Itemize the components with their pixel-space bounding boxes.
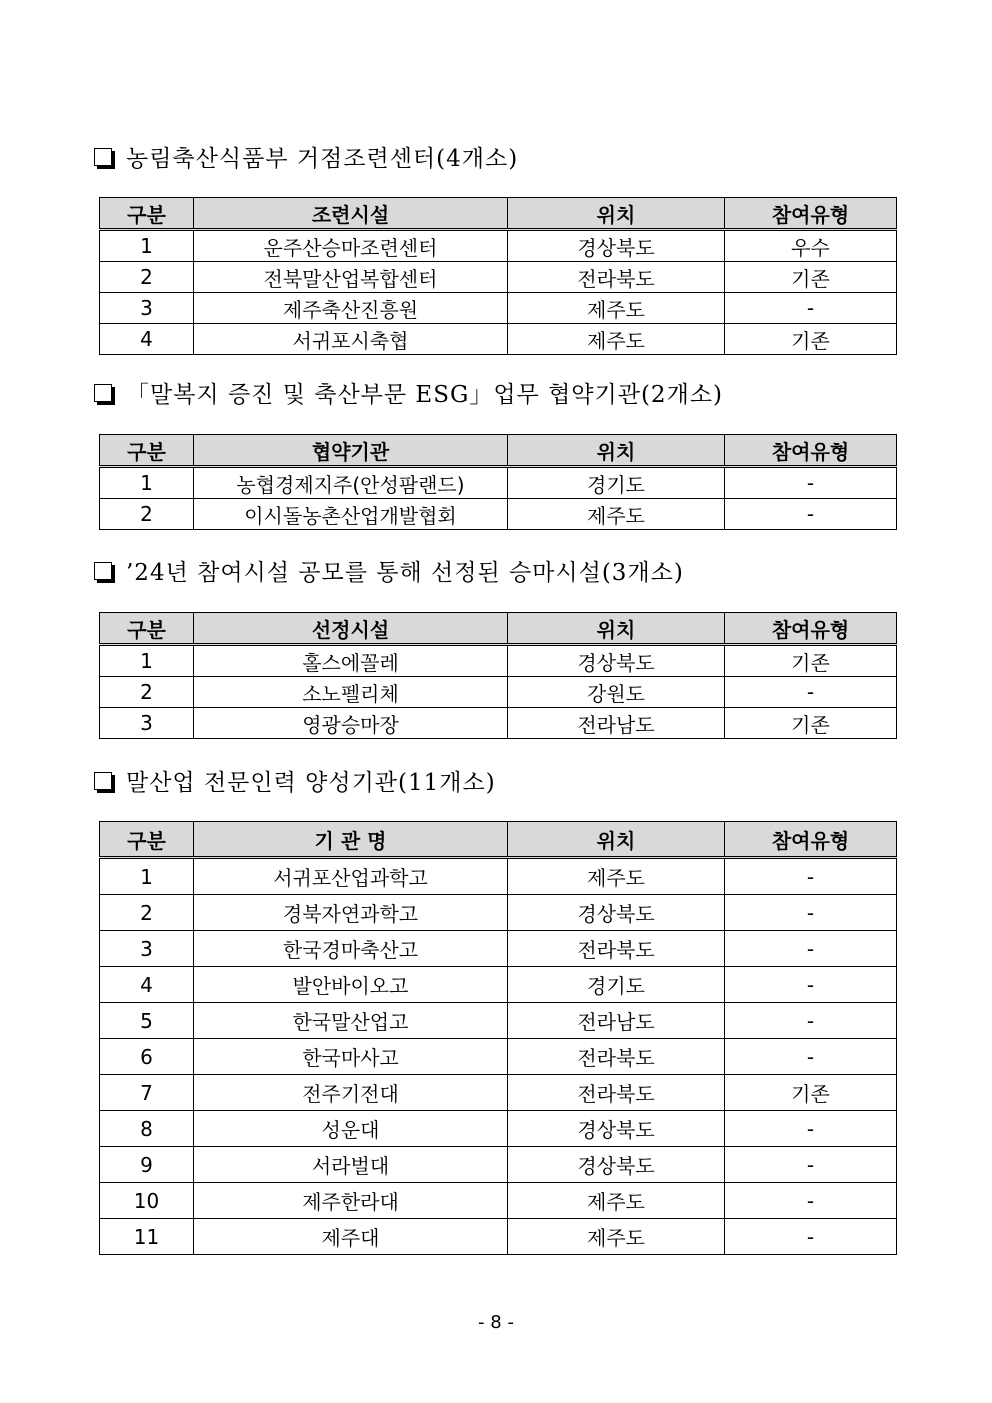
cell: 전라남도 (508, 708, 725, 739)
cell: 소노펠리체 (194, 677, 508, 708)
cell: 7 (100, 1075, 194, 1111)
table-header-row (100, 435, 897, 467)
cell: - (725, 293, 897, 324)
cell: 제주도 (508, 324, 725, 355)
cell: 4 (100, 967, 194, 1003)
cell: 운주산승마조련센터 (194, 230, 508, 262)
cell: 9 (100, 1147, 194, 1183)
cell: 기존 (725, 645, 897, 677)
cell: 제주도 (508, 499, 725, 530)
cell: 경상북도 (508, 1111, 725, 1147)
cell: - (725, 499, 897, 530)
header-cell: 구분 (100, 435, 194, 467)
cell: 한국말산업고 (194, 1003, 508, 1039)
checkbox-square-icon (94, 148, 112, 166)
cell: 홀스에꼴레 (194, 645, 508, 677)
cell: 3 (100, 708, 194, 739)
header-cell: 위치 (508, 822, 725, 858)
cell: 경상북도 (508, 645, 725, 677)
cell: 기존 (725, 324, 897, 355)
cell: 경북자연과학고 (194, 895, 508, 931)
cell: 경상북도 (508, 1147, 725, 1183)
table-row (100, 293, 897, 324)
section-title: 「말복지 증진 및 축산부문 ESG」업무 협약기관(2개소) (126, 382, 723, 408)
selected-facility-table (99, 612, 897, 739)
cell: 서라벌대 (194, 1147, 508, 1183)
cell: - (725, 895, 897, 931)
header-cell: 참여유형 (725, 613, 897, 645)
section-heading-1 (94, 140, 518, 173)
cell: 한국경마축산고 (194, 931, 508, 967)
cell: 1 (100, 230, 194, 262)
cell: 1 (100, 858, 194, 895)
cell: - (725, 1039, 897, 1075)
cell: - (725, 1219, 897, 1255)
table-row (100, 1003, 897, 1039)
checkbox-square-icon (94, 384, 112, 402)
table-header-row (100, 613, 897, 645)
cell: 제주도 (508, 1183, 725, 1219)
table-row (100, 1183, 897, 1219)
cell: 3 (100, 293, 194, 324)
cell: 서귀포산업과학고 (194, 858, 508, 895)
header-cell: 참여유형 (725, 198, 897, 230)
agreement-institution-table (99, 434, 897, 530)
table-row (100, 1147, 897, 1183)
header-cell: 기 관 명 (194, 822, 508, 858)
section-title: ’24년 참여시설 공모를 통해 선정된 승마시설(3개소) (126, 560, 684, 586)
table-header-row (100, 198, 897, 230)
section-heading-2 (94, 376, 723, 409)
cell: 경기도 (508, 467, 725, 499)
cell: 6 (100, 1039, 194, 1075)
checkbox-square-icon (94, 562, 112, 580)
cell: 3 (100, 931, 194, 967)
page-number: - 8 - (478, 1312, 514, 1333)
cell: 기존 (725, 1075, 897, 1111)
cell: 전라북도 (508, 1075, 725, 1111)
section-heading-3 (94, 554, 684, 587)
cell: 2 (100, 262, 194, 293)
header-cell: 선정시설 (194, 613, 508, 645)
section-title: 농림축산식품부 거점조련센터(4개소) (126, 146, 519, 172)
cell: 제주한라대 (194, 1183, 508, 1219)
cell: 농협경제지주(안성팜랜드) (194, 467, 508, 499)
table-header-row (100, 822, 897, 858)
cell: 제주도 (508, 293, 725, 324)
cell: 4 (100, 324, 194, 355)
table-row (100, 230, 897, 262)
cell: - (725, 1003, 897, 1039)
table-row (100, 858, 897, 895)
table-row (100, 677, 897, 708)
table-row (100, 467, 897, 499)
cell: - (725, 858, 897, 895)
cell: - (725, 1147, 897, 1183)
cell: 제주도 (508, 858, 725, 895)
section-title: 말산업 전문인력 양성기관(11개소) (126, 770, 496, 796)
cell: 성운대 (194, 1111, 508, 1147)
cell: - (725, 677, 897, 708)
cell: 제주대 (194, 1219, 508, 1255)
cell: 발안바이오고 (194, 967, 508, 1003)
table-row (100, 1111, 897, 1147)
header-cell: 조련시설 (194, 198, 508, 230)
header-cell: 참여유형 (725, 822, 897, 858)
cell: 경기도 (508, 967, 725, 1003)
cell: 기존 (725, 262, 897, 293)
header-cell: 구분 (100, 198, 194, 230)
cell: - (725, 467, 897, 499)
header-cell: 위치 (508, 198, 725, 230)
table-row (100, 1039, 897, 1075)
cell: 1 (100, 645, 194, 677)
table-row (100, 967, 897, 1003)
cell: 1 (100, 467, 194, 499)
cell: 11 (100, 1219, 194, 1255)
cell: 2 (100, 499, 194, 530)
cell: - (725, 1111, 897, 1147)
table-row (100, 499, 897, 530)
cell: 제주축산진흥원 (194, 293, 508, 324)
table-row (100, 895, 897, 931)
cell: 기존 (725, 708, 897, 739)
table-row (100, 324, 897, 355)
table-row (100, 708, 897, 739)
cell: 전라북도 (508, 262, 725, 293)
header-cell: 협약기관 (194, 435, 508, 467)
cell: 영광승마장 (194, 708, 508, 739)
header-cell: 위치 (508, 613, 725, 645)
cell: 2 (100, 677, 194, 708)
cell: 이시돌농촌산업개발협회 (194, 499, 508, 530)
cell: 2 (100, 895, 194, 931)
cell: 강원도 (508, 677, 725, 708)
cell: 전라북도 (508, 1039, 725, 1075)
checkbox-square-icon (94, 772, 112, 790)
cell: 8 (100, 1111, 194, 1147)
table-row (100, 1075, 897, 1111)
cell: 5 (100, 1003, 194, 1039)
cell: 경상북도 (508, 230, 725, 262)
cell: 전라남도 (508, 1003, 725, 1039)
table-row (100, 262, 897, 293)
training-center-table (99, 197, 897, 355)
cell: 경상북도 (508, 895, 725, 931)
header-cell: 위치 (508, 435, 725, 467)
section-heading-4 (94, 764, 496, 797)
cell: - (725, 931, 897, 967)
training-institution-table (99, 821, 897, 1255)
header-cell: 구분 (100, 613, 194, 645)
cell: - (725, 967, 897, 1003)
cell: 제주도 (508, 1219, 725, 1255)
cell: 서귀포시축협 (194, 324, 508, 355)
cell: 한국마사고 (194, 1039, 508, 1075)
table-row (100, 645, 897, 677)
cell: 전북말산업복합센터 (194, 262, 508, 293)
cell: 우수 (725, 230, 897, 262)
table-row (100, 931, 897, 967)
cell: 전주기전대 (194, 1075, 508, 1111)
table-row (100, 1219, 897, 1255)
cell: 전라북도 (508, 931, 725, 967)
header-cell: 참여유형 (725, 435, 897, 467)
cell: 10 (100, 1183, 194, 1219)
header-cell: 구분 (100, 822, 194, 858)
cell: - (725, 1183, 897, 1219)
